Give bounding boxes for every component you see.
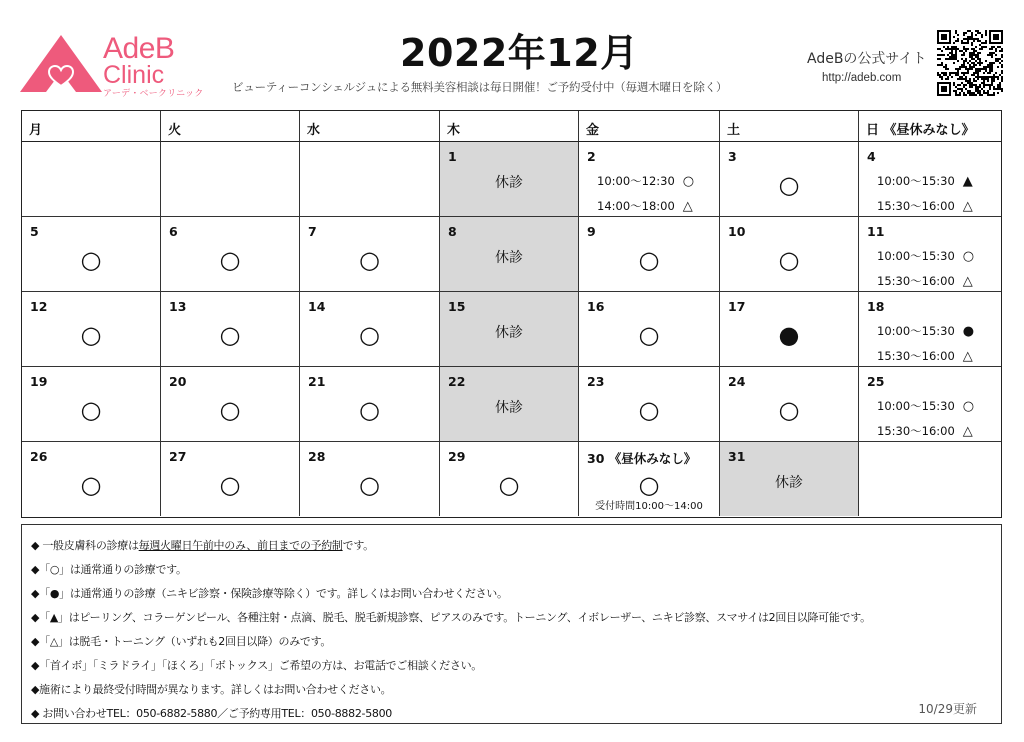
- day-number: 1: [448, 149, 457, 164]
- day-number: 22: [448, 374, 466, 389]
- time-slot-time: 10:00～12:30: [597, 174, 675, 188]
- time-slot-symbol: △: [682, 199, 693, 214]
- note-item: [31, 702, 1001, 726]
- calendar: [21, 110, 1002, 518]
- calendar-day-cell[interactable]: [720, 442, 859, 516]
- note-text: ◆ お問い合わせTEL：050-6882-5880／ご予約専用TEL：050-8882-5800: [31, 707, 392, 720]
- calendar-day-cell: [22, 142, 161, 217]
- availability-mark: ○: [80, 321, 102, 349]
- calendar-day-cell[interactable]: [440, 292, 579, 367]
- calendar-day-cell[interactable]: [859, 292, 1001, 367]
- note-emphasis: 毎週火曜日午前中のみ、前日までの予約制: [138, 539, 343, 552]
- logo-brand: AdeB: [103, 32, 175, 65]
- day-number: 3: [728, 149, 737, 164]
- day-number: 6: [169, 224, 178, 239]
- time-slot-symbol: ○: [962, 249, 975, 264]
- calendar-day-cell[interactable]: [440, 217, 579, 292]
- time-slot: [877, 173, 973, 189]
- logo-text: [103, 34, 203, 98]
- calendar-day-cell[interactable]: [300, 367, 440, 442]
- note-text: ◆施術により最終受付時間が異なります。詳しくはお問い合わせください。: [31, 683, 392, 696]
- time-slot-symbol: △: [962, 349, 973, 364]
- calendar-grid: [22, 111, 1001, 517]
- time-slot: [877, 248, 974, 264]
- time-slot-time: 15:30～16:00: [877, 199, 955, 213]
- closed-label: 休診: [495, 325, 523, 341]
- day-number: 19: [30, 374, 48, 389]
- day-number: 8: [448, 224, 457, 239]
- note-item: [31, 582, 1001, 606]
- closed-label: 休診: [495, 400, 523, 416]
- closed-label: 休診: [495, 175, 523, 191]
- note-item: [31, 558, 1001, 582]
- note-text: ◆「○」は通常通りの診療です。: [31, 563, 187, 576]
- note-text: ◆「▲」はピーリング、コラーゲンピール、各種注射・点滴、脱毛、脱毛新規診察、ピアスのみです。トーニング、イボレーザー、ニキビ診察、スマサイは2回目以降可能です。: [31, 611, 871, 624]
- day-number: 17: [728, 299, 746, 314]
- availability-mark: ○: [359, 246, 380, 274]
- calendar-day-cell[interactable]: [579, 217, 720, 292]
- note-item: [31, 678, 1001, 702]
- weekday-header: 木: [440, 111, 579, 142]
- heart-logo-icon: [16, 32, 106, 98]
- day-number: 4: [867, 149, 876, 164]
- day-number: 27: [169, 449, 187, 464]
- availability-mark: ○: [219, 246, 241, 274]
- availability-mark: ○: [778, 171, 800, 199]
- day-number: 23: [587, 374, 605, 389]
- day-number: 16: [587, 299, 605, 314]
- calendar-day-cell[interactable]: [22, 292, 161, 367]
- time-slot-symbol: ●: [962, 324, 975, 339]
- time-slot: [597, 198, 693, 214]
- day-number: 28: [308, 449, 326, 464]
- time-slot: [877, 323, 974, 339]
- time-slot-time: 14:00～18:00: [597, 199, 675, 213]
- calendar-day-cell[interactable]: [300, 292, 440, 367]
- availability-mark: ○: [359, 471, 380, 499]
- availability-mark: ○: [778, 246, 800, 274]
- time-slot: [877, 423, 973, 439]
- calendar-day-cell[interactable]: [579, 442, 720, 516]
- availability-mark: ○: [219, 396, 241, 424]
- availability-mark: ○: [80, 396, 102, 424]
- note-text: ◆「●」は通常通りの診療（ニキビ診察・保険診療等除く）です。詳しくはお問い合わせください。: [31, 587, 508, 600]
- day-number: 30 《昼休みなし》: [587, 451, 697, 466]
- day-number: 24: [728, 374, 746, 389]
- calendar-day-cell[interactable]: [300, 442, 440, 516]
- day-number: 9: [587, 224, 596, 239]
- time-slot: [877, 348, 973, 364]
- note-item: [31, 534, 1001, 558]
- weekday-header: 土: [720, 111, 859, 142]
- time-slot-time: 15:30～16:00: [877, 424, 955, 438]
- calendar-day-cell[interactable]: [161, 217, 300, 292]
- page-subtitle: ビューティーコンシェルジュによる無料美容相談は毎日開催！ご予約受付中（毎週木曜日を除く）: [232, 80, 728, 94]
- note-text: ◆ 一般皮膚科の診療は: [31, 539, 139, 552]
- time-slot-time: 10:00～15:30: [877, 249, 955, 263]
- day-number: 25: [867, 374, 885, 389]
- calendar-day-cell[interactable]: [720, 367, 859, 442]
- calendar-day-cell[interactable]: [161, 292, 300, 367]
- day-number: 13: [169, 299, 187, 314]
- availability-mark: ○: [359, 396, 380, 424]
- time-slot: [877, 398, 974, 414]
- day-number: 12: [30, 299, 48, 314]
- availability-mark: ○: [638, 246, 660, 274]
- note-text-suffix: です。: [342, 539, 374, 552]
- time-slot-time: 10:00～15:30: [877, 399, 955, 413]
- note-text: ◆「△」は脱毛・トーニング（いずれも2回目以降）のみです。: [31, 635, 332, 648]
- calendar-day-cell[interactable]: [22, 367, 161, 442]
- day-number: 21: [308, 374, 326, 389]
- closed-label: 休診: [495, 250, 523, 266]
- availability-mark: ○: [498, 471, 520, 499]
- time-slot: [877, 273, 973, 289]
- note-text: ◆「首イボ」「ミラドライ」「ほくろ」「ボトックス」ご希望の方は、お電話でご相談ください。: [31, 659, 482, 672]
- time-slot: [597, 173, 694, 189]
- time-slot-symbol: △: [962, 424, 973, 439]
- calendar-day-cell: [859, 442, 1001, 516]
- availability-mark: ○: [359, 321, 380, 349]
- calendar-day-cell[interactable]: [579, 367, 720, 442]
- updated-date: 10/29更新: [918, 702, 977, 716]
- day-number: 7: [308, 224, 317, 239]
- notes-list: [31, 534, 1001, 726]
- availability-mark: ○: [778, 396, 800, 424]
- availability-mark: ○: [638, 321, 660, 349]
- note-item: [31, 630, 1001, 654]
- calendar-day-cell: [300, 142, 440, 217]
- availability-mark: ●: [778, 321, 800, 349]
- calendar-day-cell[interactable]: [859, 367, 1001, 442]
- time-slot-time: 10:00～15:30: [877, 324, 955, 338]
- note-item: [31, 606, 1001, 630]
- calendar-day-cell[interactable]: [161, 367, 300, 442]
- logo-kana: アーデ・ベークリニック: [103, 88, 204, 98]
- time-slot-symbol: △: [962, 199, 973, 214]
- time-slot-time: 10:00～15:30: [877, 174, 955, 188]
- availability-mark: ○: [219, 471, 241, 499]
- time-slot: [877, 198, 973, 214]
- calendar-day-cell[interactable]: [440, 442, 579, 516]
- note-item: [31, 654, 1001, 678]
- time-slot-symbol: ▲: [962, 174, 973, 189]
- weekday-header: 金: [579, 111, 720, 142]
- logo-clinic: Clinic: [103, 61, 165, 89]
- weekday-header: 日 《昼休みなし》: [859, 111, 1001, 142]
- calendar-day-cell: [161, 142, 300, 217]
- day-number: 26: [30, 449, 48, 464]
- availability-mark: ○: [80, 246, 102, 274]
- weekday-header: 火: [161, 111, 300, 142]
- day-number: 10: [728, 224, 746, 239]
- weekday-header: 月: [22, 111, 161, 142]
- calendar-day-cell[interactable]: [22, 217, 161, 292]
- calendar-day-cell[interactable]: [579, 292, 720, 367]
- day-number: 15: [448, 299, 466, 314]
- qr-code-icon[interactable]: [937, 30, 1003, 96]
- page-title: 2022年12月: [400, 31, 639, 75]
- reception-hours-note: 受付時間10:00～14:00: [595, 501, 703, 512]
- site-url-link[interactable]: http://adeb.com: [822, 72, 902, 84]
- calendar-day-cell[interactable]: [440, 367, 579, 442]
- site-name: AdeBの公式サイト: [807, 51, 927, 67]
- calendar-day-cell[interactable]: [22, 442, 161, 516]
- day-number: 5: [30, 224, 39, 239]
- calendar-day-cell[interactable]: [859, 142, 1001, 217]
- calendar-day-cell[interactable]: [579, 142, 720, 217]
- day-number: 31: [728, 449, 746, 464]
- calendar-day-cell[interactable]: [440, 142, 579, 217]
- day-number: 11: [867, 224, 885, 239]
- day-number: 14: [308, 299, 326, 314]
- time-slot-time: 15:30～16:00: [877, 274, 955, 288]
- availability-mark: ○: [638, 471, 660, 499]
- closed-label: 休診: [775, 475, 803, 491]
- day-number: 29: [448, 449, 466, 464]
- calendar-day-cell[interactable]: [161, 442, 300, 516]
- availability-mark: ○: [638, 396, 660, 424]
- weekday-header: 水: [300, 111, 440, 142]
- availability-mark: ○: [219, 321, 241, 349]
- calendar-day-cell[interactable]: [300, 217, 440, 292]
- calendar-day-cell[interactable]: [720, 142, 859, 217]
- day-number: 18: [867, 299, 885, 314]
- day-number: 2: [587, 149, 596, 164]
- calendar-day-cell[interactable]: [720, 292, 859, 367]
- availability-mark: ○: [80, 471, 102, 499]
- time-slot-symbol: △: [962, 274, 973, 289]
- calendar-day-cell[interactable]: [859, 217, 1001, 292]
- notes-box: [21, 524, 1002, 724]
- calendar-day-cell[interactable]: [720, 217, 859, 292]
- time-slot-time: 15:30～16:00: [877, 349, 955, 363]
- time-slot-symbol: ○: [962, 399, 975, 414]
- time-slot-symbol: ○: [682, 174, 695, 189]
- day-number: 20: [169, 374, 187, 389]
